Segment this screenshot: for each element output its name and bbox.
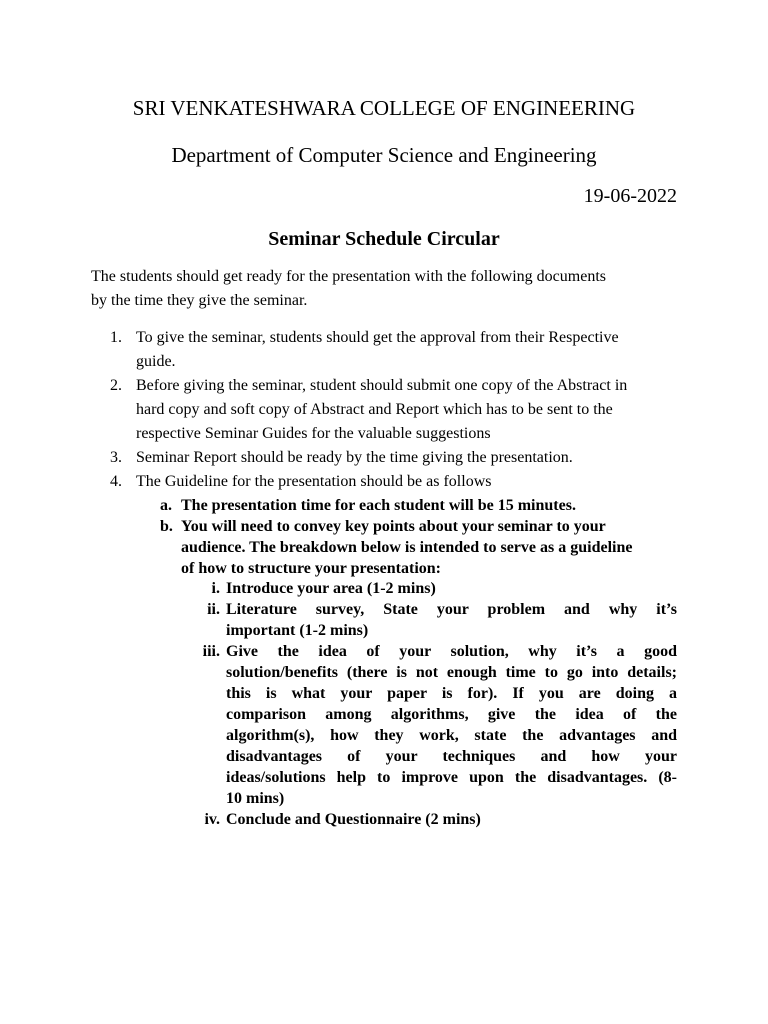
college-name: SRI VENKATESHWARA COLLEGE OF ENGINEERING — [132, 96, 636, 120]
circular-title: Seminar Schedule Circular — [268, 228, 500, 250]
item-line: disadvantages of your techniques and how your — [226, 748, 677, 765]
intro-line: by the time they give the seminar. — [91, 292, 308, 309]
item-line: Give the idea of your solution, why it’s a good — [226, 643, 677, 660]
list-number: 3. — [110, 449, 122, 466]
breakdown-item-i — [180, 578, 677, 599]
item-line: Literature survey, State your problem and why it’s — [226, 601, 677, 618]
list-number: 1. — [110, 329, 122, 346]
item-line: Before giving the seminar, student should submit one copy of the Abstract in — [136, 377, 628, 394]
item-line: hard copy and soft copy of Abstract and Report which has to be sent to the — [136, 401, 613, 418]
department-name: Department of Computer Science and Engineering — [171, 143, 597, 167]
numbered-list — [110, 326, 680, 494]
item-line: You will need to convey key points about your seminar to your — [181, 518, 606, 535]
item-line: this is what your paper is for). If you are doing a — [226, 685, 677, 702]
breakdown-item-iv — [180, 809, 677, 830]
item-line: comparison among algorithms, give the idea of the — [226, 706, 677, 723]
guideline-item-a — [160, 495, 680, 516]
breakdown-item-ii — [180, 599, 677, 641]
roman-numeral: iii. — [202, 643, 220, 660]
guideline-list — [160, 495, 680, 579]
list-item-1 — [110, 326, 680, 374]
item-line: Conclude and Questionnaire (2 mins) — [226, 811, 481, 828]
item-line: Seminar Report should be ready by the time giving the presentation. — [136, 449, 573, 466]
roman-numeral: iv. — [204, 811, 220, 828]
list-letter: b. — [160, 518, 173, 535]
item-line: guide. — [136, 353, 176, 370]
item-line: 10 mins) — [226, 790, 285, 807]
item-line: audience. The breakdown below is intended to serve as a guideline — [181, 539, 633, 556]
item-line: Introduce your area (1-2 mins) — [226, 580, 436, 597]
roman-numeral: ii. — [207, 601, 220, 618]
item-line: algorithm(s), how they work, state the advantages and — [226, 727, 677, 744]
list-letter: a. — [160, 497, 172, 514]
item-line: of how to structure your presentation: — [181, 560, 441, 577]
intro-paragraph — [91, 265, 691, 313]
item-line: The Guideline for the presentation should be as follows — [136, 473, 492, 490]
item-line: solution/benefits (there is not enough time to go into details; — [226, 664, 677, 681]
breakdown-item-iii — [180, 641, 677, 809]
list-item-2 — [110, 374, 680, 446]
item-line: important (1-2 mins) — [226, 622, 369, 639]
item-line: To give the seminar, students should get the approval from their Respective — [136, 329, 619, 346]
intro-line: The students should get ready for the presentation with the following documents — [91, 268, 606, 285]
list-item-3 — [110, 446, 680, 470]
roman-numeral: i. — [211, 580, 220, 597]
list-number: 4. — [110, 473, 122, 490]
item-line: ideas/solutions help to improve upon the disadvantages. (8- — [226, 769, 677, 786]
circular-date: 19-06-2022 — [583, 185, 677, 207]
item-line: respective Seminar Guides for the valuable suggestions — [136, 425, 491, 442]
breakdown-list — [180, 578, 677, 830]
guideline-item-b — [160, 516, 680, 579]
list-number: 2. — [110, 377, 122, 394]
list-item-4 — [110, 470, 680, 494]
item-line: The presentation time for each student will be 15 minutes. — [181, 497, 576, 514]
